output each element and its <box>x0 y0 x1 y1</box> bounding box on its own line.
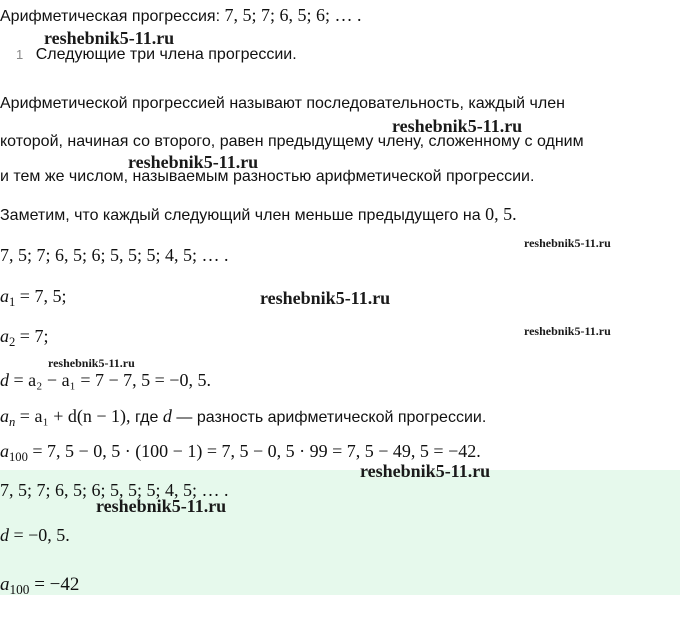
watermark-6: reshebnik5-11.ru <box>524 324 611 338</box>
definition-line-3: и тем же числом, называемым разностью арифметической прогрессии. <box>0 168 535 185</box>
d-value: = a₂ − a₁ = 7 − 7, 5 = −0, 5. <box>13 370 211 390</box>
solution-sequence: 7, 5; 7; 6, 5; 6; 5, 5; 5; 4, 5; … . <box>0 245 229 265</box>
watermark-1: reshebnik5-11.ru <box>44 28 175 48</box>
problem-title <box>0 5 362 26</box>
answer-a100: $a_{100} = -42$ <box>0 574 80 597</box>
a2-value: = 7; <box>19 326 49 346</box>
answer-d: d = −0, 5. <box>0 525 70 545</box>
an-description: — разность арифметической прогрессии. <box>176 409 487 426</box>
answer-sequence: 7, 5; 7; 6, 5; 6; 5, 5; 5; 4, 5; … . <box>0 480 229 500</box>
answer-a100-value: = −42 <box>34 574 80 595</box>
watermark-7: reshebnik5-11.ru <box>48 356 135 370</box>
note-value: 0, 5. <box>485 204 517 224</box>
title-sequence: 7, 5; 7; 6, 5; 6; … . <box>224 5 362 25</box>
a1-value: = 7, 5; <box>19 286 67 306</box>
an-formula: = a₁ + d(n − 1), <box>19 406 131 426</box>
watermark-3: reshebnik5-11.ru <box>128 152 259 172</box>
solution-an-formula: $a_n = a_1 + d(n - 1)$, где d — разность арифметической прогрессии. <box>0 406 487 429</box>
task-number: 1 <box>16 47 24 62</box>
note-line <box>0 204 517 225</box>
solution-a1: $a_1 = 7$, 5; <box>0 286 67 309</box>
watermark-9: reshebnik5-11.ru <box>96 496 227 516</box>
solution-a100: $a_{100} = 7$, 5 − 0, 5 · (100 − 1) = 7, 5 − 0, 5 · 99 = 7, 5 − 49, 5 = −42. <box>0 441 481 464</box>
watermark-4: reshebnik5-11.ru <box>524 236 611 250</box>
definition-line-1: Арифметической прогрессией называют последовательность, каждый член <box>0 95 565 112</box>
watermark-2: reshebnik5-11.ru <box>392 116 523 136</box>
title-text: Арифметическая прогрессия: <box>0 8 221 25</box>
watermark-8: reshebnik5-11.ru <box>360 461 491 481</box>
watermark-5: reshebnik5-11.ru <box>260 288 391 308</box>
a100-value: = 7, 5 − 0, 5 · (100 − 1) = 7, 5 − 0, 5 · 99 = 7, 5 − 49, 5 = −42. <box>32 441 481 461</box>
answer-d-value: = −0, 5. <box>13 525 70 545</box>
note-text: Заметим, что каждый следующий член меньше предыдущего на <box>0 207 481 224</box>
solution-d: d = a₂ − a₁ = 7 − 7, 5 = −0, 5. <box>0 370 211 390</box>
an-tail: где <box>135 409 159 426</box>
task-text: Следующие три члена прогрессии. <box>35 46 297 63</box>
solution-a2: $a_2 = 7$; <box>0 326 49 349</box>
definition-line-2: которой, начиная со второго, равен предыдущему члену, сложенному с одним <box>0 133 584 150</box>
